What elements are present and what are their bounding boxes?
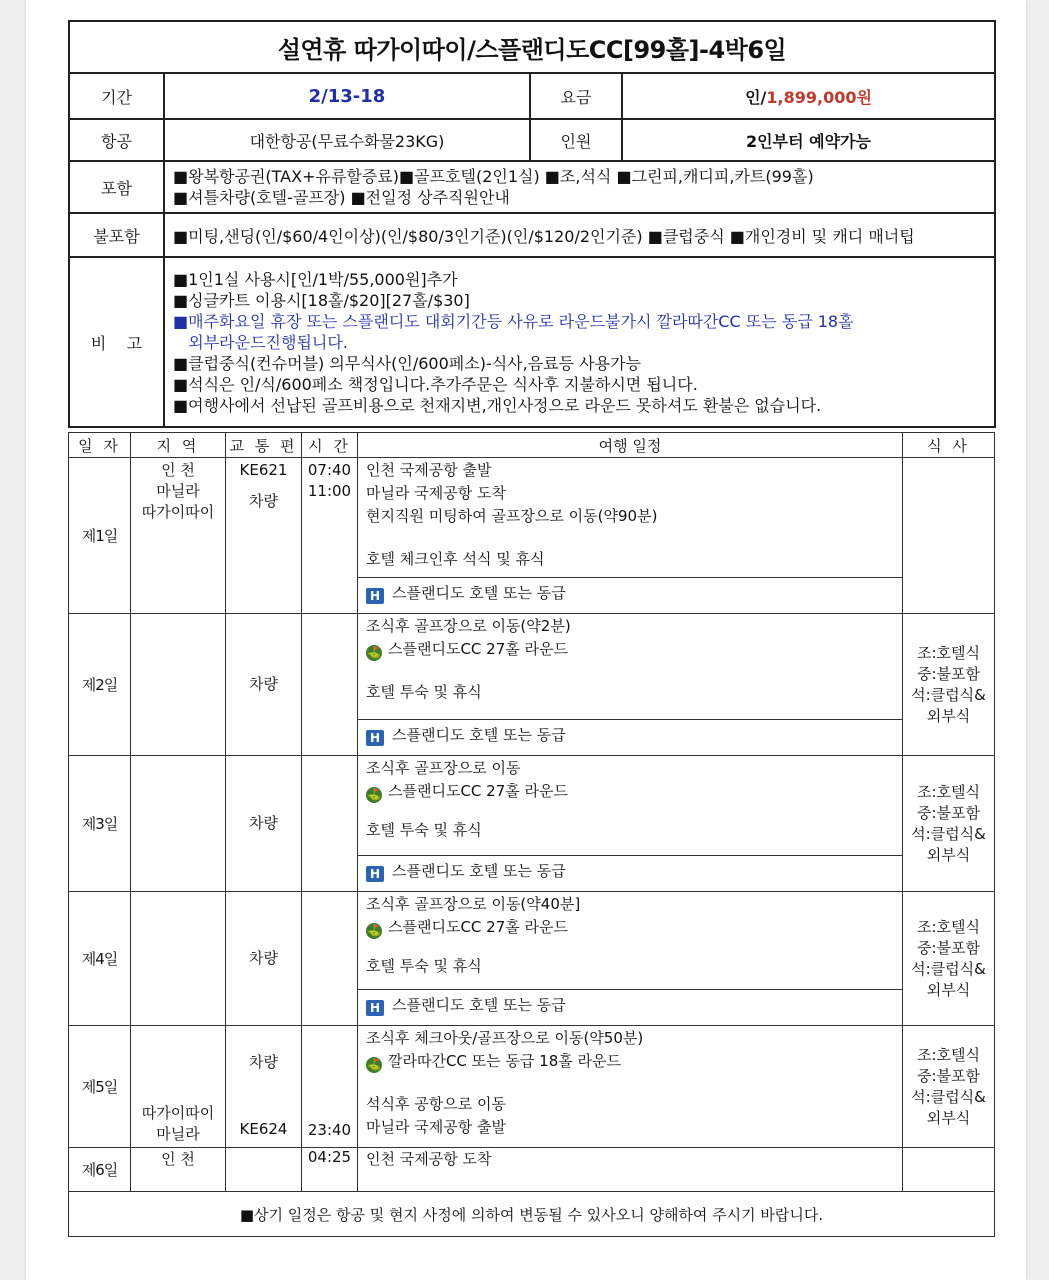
price-prefix: 인/ xyxy=(745,87,767,107)
region-cell xyxy=(131,756,226,892)
note-line: ■싱글카트 이용시[18홀/$20][27홀/$30] xyxy=(173,290,470,310)
day-label: 제4일 xyxy=(69,892,131,1026)
meal-line: 조:호텔식 xyxy=(916,917,980,936)
hotel-icon: H xyxy=(366,588,384,604)
hotel-icon: H xyxy=(366,1000,384,1016)
meal-line: 외부식 xyxy=(926,706,971,725)
golf-icon: ⛳ xyxy=(367,646,381,659)
hotel-row xyxy=(358,989,902,1020)
flight-number: KE621 xyxy=(239,461,288,479)
included-line: ■왕복항공권(TAX+유류할증료)■골프호텔(2인1실) ■조,석식 ■그린피,캐디피,카트(99홀) xyxy=(173,167,814,186)
page xyxy=(26,0,1026,1280)
time: 23:40 xyxy=(307,1121,352,1139)
transport-cell xyxy=(226,458,302,614)
meal-line: 석:클럽식& xyxy=(911,959,986,978)
activity: 조식후 골프장으로 이동 xyxy=(366,759,521,777)
activity: 마닐라 국제공항 도착 xyxy=(366,484,506,502)
time-cell xyxy=(302,458,358,614)
day-label: 제3일 xyxy=(69,756,131,892)
time-cell xyxy=(302,892,358,1026)
meal-line: 석:클럽식& xyxy=(911,824,986,843)
meal-line: 중:불포함 xyxy=(916,803,980,822)
activity: 호텔 체크인후 석식 및 휴식 xyxy=(366,550,545,568)
transport-cell xyxy=(226,1148,302,1192)
region: 마닐라 xyxy=(156,482,200,500)
vehicle: 차량 xyxy=(249,949,278,967)
hotel-row xyxy=(358,719,902,750)
region: 따가이따이 xyxy=(141,503,215,521)
schedule-cell xyxy=(358,1026,903,1148)
time: 07:40 xyxy=(307,461,352,479)
day-label: 제2일 xyxy=(69,614,131,756)
activity: ⛳ 깔라따간CC 또는 동급 18홀 라운드 xyxy=(367,1052,621,1071)
excluded-value: ■미팅,샌딩(인/$60/4인이상)(인/$80/3인기준)(인/$120/2인기준) ■클럽중식 ■개인경비 및 캐디 매너팁 xyxy=(164,213,995,257)
airline-value: 대한항공(무료수화물23KG) xyxy=(164,119,530,161)
period-value: 2/13-18 xyxy=(308,85,386,107)
activity: ⛳ 스플랜디도CC 27홀 라운드 xyxy=(367,918,568,937)
notes-list xyxy=(164,257,995,427)
people-label: 인원 xyxy=(530,119,622,161)
day-label: 제1일 xyxy=(69,458,131,614)
day-row-3 xyxy=(69,756,995,892)
activity: 마닐라 국제공항 출발 xyxy=(366,1118,506,1136)
hotel-row xyxy=(358,855,902,886)
notes-label: 비 고 xyxy=(69,257,164,427)
region-cell xyxy=(131,458,226,614)
meal-line: 외부식 xyxy=(926,1108,971,1127)
footer-note: ■상기 일정은 항공 및 현지 사정에 의하여 변동될 수 있사오니 양해하여 주시기 바랍니다. xyxy=(69,1192,995,1237)
price-value: 1,899,000원 xyxy=(766,87,872,107)
header-meal: 식 사 xyxy=(903,433,995,458)
golf-icon: ⛳ xyxy=(367,924,381,937)
meal-line: 외부식 xyxy=(926,845,971,864)
meal-line: 외부식 xyxy=(926,980,971,999)
time: 11:00 xyxy=(307,482,352,500)
schedule-cell xyxy=(358,458,903,614)
day-row-2 xyxy=(69,614,995,756)
included-list xyxy=(164,161,995,213)
excluded-label: 불포함 xyxy=(69,213,164,257)
note-line-highlight: 외부라운드진행됩니다. xyxy=(173,332,348,352)
schedule-cell xyxy=(358,892,903,1026)
hotel-text: 스플랜디도 호텔 또는 동급 xyxy=(392,584,566,602)
activity: 현지직원 미팅하여 골프장으로 이동(약90분) xyxy=(366,507,658,525)
meal-line: 조:호텔식 xyxy=(916,782,980,801)
note-line: ■1인1실 사용시[인/1박/55,000원]추가 xyxy=(173,269,458,289)
included-line: ■셔틀차량(호텔-골프장) ■전일정 상주직원안내 xyxy=(173,188,510,207)
activity: 조식후 골프장으로 이동(약2분) xyxy=(366,617,571,635)
vehicle: 차량 xyxy=(249,814,278,832)
page-title: 설연휴 따가이따이/스플랜디도CC[99홀]-4박6일 xyxy=(69,21,995,73)
activity: 호텔 투숙 및 휴식 xyxy=(366,957,482,975)
itinerary-sheet xyxy=(68,20,994,1237)
note-line: ■석식은 인/식/600페소 책정입니다.추가주문은 식사후 지불하시면 됩니다. xyxy=(173,374,698,394)
meal-line: 조:호텔식 xyxy=(916,643,980,662)
meal-line: 석:클럽식& xyxy=(911,1087,986,1106)
people-value: 2인부터 예약가능 xyxy=(622,119,995,161)
hotel-row xyxy=(358,577,902,608)
flight-number: KE624 xyxy=(239,1120,288,1138)
region: 인 천 xyxy=(131,1148,226,1192)
region-cell xyxy=(131,1026,226,1148)
transport-cell xyxy=(226,756,302,892)
activity: 조식후 체크아웃/골프장으로 이동(약50분) xyxy=(366,1029,644,1047)
vehicle: 차량 xyxy=(249,1053,278,1071)
schedule-cell xyxy=(358,756,903,892)
day-row-5 xyxy=(69,1026,995,1148)
period-label: 기간 xyxy=(69,73,164,119)
header-transport: 교 통 편 xyxy=(226,433,302,458)
day-label: 제5일 xyxy=(69,1026,131,1148)
activity: 호텔 투숙 및 휴식 xyxy=(366,821,482,839)
golf-icon: ⛳ xyxy=(367,1058,381,1071)
vehicle: 차량 xyxy=(249,675,278,693)
region-cell xyxy=(131,614,226,756)
meal-cell xyxy=(903,614,995,756)
meal-line: 석:클럽식& xyxy=(911,685,986,704)
schedule-cell xyxy=(358,614,903,756)
transport-cell xyxy=(226,892,302,1026)
region: 따가이따이 xyxy=(141,1104,215,1122)
activity: 호텔 투숙 및 휴식 xyxy=(366,683,482,701)
activity: ⛳ 스플랜디도CC 27홀 라운드 xyxy=(367,782,568,801)
day-row-4 xyxy=(69,892,995,1026)
transport-cell xyxy=(226,614,302,756)
day-row-1 xyxy=(69,458,995,614)
activity: ⛳ 스플랜디도CC 27홀 라운드 xyxy=(367,640,568,659)
header-schedule: 여행 일정 xyxy=(358,433,903,458)
note-line: ■클럽중식(컨슈머블) 의무식사(인/600페소)-식사,음료등 사용가능 xyxy=(173,353,641,373)
hotel-icon: H xyxy=(366,730,384,746)
region-cell xyxy=(131,892,226,1026)
header-region: 지 역 xyxy=(131,433,226,458)
meal-line: 조:호텔식 xyxy=(916,1045,980,1064)
included-label: 포함 xyxy=(69,161,164,213)
meal-cell xyxy=(903,1026,995,1148)
airline-label: 항공 xyxy=(69,119,164,161)
day-label: 제6일 xyxy=(69,1148,131,1192)
hotel-icon: H xyxy=(366,866,384,882)
meal-cell xyxy=(903,1148,995,1192)
region: 인 천 xyxy=(161,461,195,479)
region: 마닐라 xyxy=(156,1125,200,1143)
time-cell xyxy=(302,756,358,892)
hotel-text: 스플랜디도 호텔 또는 동급 xyxy=(392,862,566,880)
note-line: ■여행사에서 선납된 골프비용으로 천재지변,개인사정으로 라운드 못하셔도 환불은 없습니다. xyxy=(173,395,822,415)
hotel-text: 스플랜디도 호텔 또는 동급 xyxy=(392,726,566,744)
meal-line: 중:불포함 xyxy=(916,664,980,683)
header-day: 일 자 xyxy=(69,433,131,458)
header-time: 시 간 xyxy=(302,433,358,458)
activity: 인천 국제공항 출발 xyxy=(366,461,492,479)
activity: 인천 국제공항 도착 xyxy=(358,1148,903,1192)
day-row-6 xyxy=(69,1148,995,1192)
note-line-highlight: ■매주화요일 휴장 또는 스플랜디도 대회기간등 사유로 라운드불가시 깔라따간CC 또는 동급 18홀 xyxy=(173,311,854,331)
transport-cell xyxy=(226,1026,302,1148)
activity: 석식후 공항으로 이동 xyxy=(366,1095,506,1113)
golf-icon: ⛳ xyxy=(367,788,381,801)
meal-cell xyxy=(903,756,995,892)
meal-cell xyxy=(903,892,995,1026)
time: 04:25 xyxy=(302,1148,358,1192)
price-label: 요금 xyxy=(530,73,622,119)
time-cell xyxy=(302,1026,358,1148)
vehicle: 차량 xyxy=(249,492,278,510)
meal-line: 중:불포함 xyxy=(916,938,980,957)
itinerary-table xyxy=(68,432,995,1237)
activity: 조식후 골프장으로 이동(약40분] xyxy=(366,895,581,913)
meal-cell xyxy=(903,458,995,614)
time-cell xyxy=(302,614,358,756)
hotel-text: 스플랜디도 호텔 또는 동급 xyxy=(392,996,566,1014)
meal-line: 중:불포함 xyxy=(916,1066,980,1085)
info-table xyxy=(68,20,996,428)
